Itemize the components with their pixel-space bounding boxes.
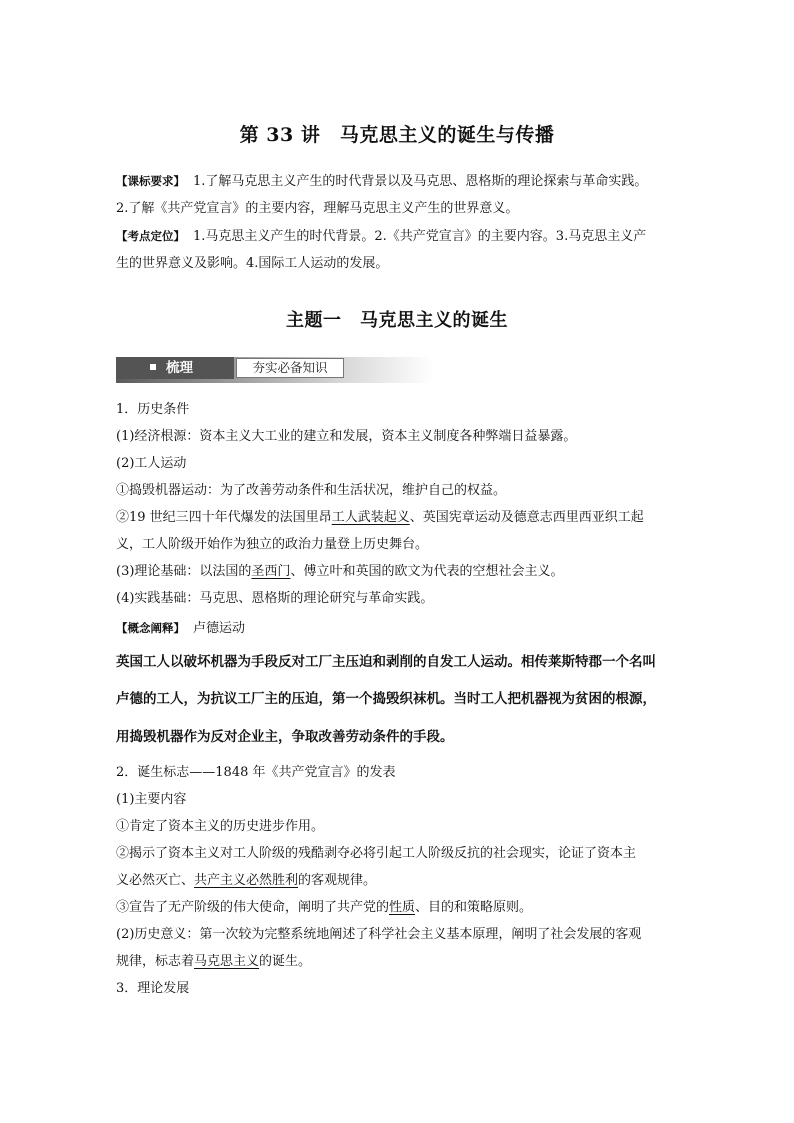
paragraph: (3)理论基础：以法国的圣西门、傅立叶和英国的欧文为代表的空想社会主义。 <box>116 564 564 579</box>
concept-name: 卢德运动 <box>193 621 246 636</box>
curriculum-line-2: 2.了解《共产党宣言》的主要内容，理解马克思主义产生的世界意义。 <box>116 201 519 216</box>
underlined-term: 性质 <box>389 900 416 915</box>
page-title: 第 33 讲 马克思主义的诞生与传播 <box>239 124 555 146</box>
curriculum-line-1: 【课标要求】 1.了解马克思主义产生的时代背景以及马克思、恩格斯的理论探索与革命实践。 <box>116 174 648 189</box>
paragraph: ①肯定了资本主义的历史进步作用。 <box>116 819 325 834</box>
concept-tag: 【概念阐释】 <box>116 621 185 635</box>
paragraph: ②19 世纪三四十年代爆发的法国里昂工人武装起义、英国宪章运动及德意志西里西亚织工起 <box>116 510 644 525</box>
section-historical-conditions <box>116 396 688 612</box>
exam-points <box>116 223 688 277</box>
underlined-term: 共产主义必然胜利 <box>194 873 299 888</box>
paragraph: (2)工人运动 <box>116 456 187 471</box>
section-heading: 2．诞生标志——1848 年《共产党宣言》的发表 <box>116 765 396 780</box>
banner-label: 梳理 <box>116 357 234 379</box>
section-heading: 3．理论发展 <box>116 981 190 996</box>
section-banner <box>116 357 434 383</box>
concept-text-line-3: 用捣毁机器作为反对企业主，争取改善劳动条件的手段。 <box>116 729 454 745</box>
exam-points-line-1: 【考点定位】 1.马克思主义产生的时代背景。2.《共产党宣言》的主要内容。3.马克思主义产 <box>116 229 647 244</box>
square-bullet-icon <box>150 364 156 370</box>
paragraph: (2)历史意义：第一次较为完整系统地阐述了科学社会主义基本原理，阐明了社会发展的客观 <box>116 927 642 942</box>
paragraph: ②揭示了资本主义对工人阶级的残酷剥夺必将引起工人阶级反抗的社会现实，论证了资本主 <box>116 846 637 861</box>
exam-points-line-2: 生的世界意义及影响。4.国际工人运动的发展。 <box>116 256 389 271</box>
paragraph: (1)主要内容 <box>116 792 187 807</box>
section-heading: 1．历史条件 <box>116 402 190 417</box>
banner-sublabel: 夯实必备知识 <box>236 358 344 378</box>
concept-text-line-1: 英国工人以破坏机器为手段反对工厂主压迫和剥削的自发工人运动。相传莱斯特郡一个名叫 <box>116 654 656 670</box>
exam-points-tag: 【考点定位】 <box>116 229 185 243</box>
paragraph: 义必然灭亡、共产主义必然胜利的客观规律。 <box>116 873 377 888</box>
paragraph: (4)实践基础：马克思、恩格斯的理论研究与革命实践。 <box>116 591 434 606</box>
paragraph: 义，工人阶级开始作为独立的政治力量登上历史舞台。 <box>116 537 429 552</box>
paragraph: (1)经济根源：资本主义大工业的建立和发展，资本主义制度各种弊端日益暴露。 <box>116 429 577 444</box>
underlined-term: 圣西门 <box>251 564 291 579</box>
paragraph: ①捣毁机器运动：为了改善劳动条件和生活状况，维护自己的权益。 <box>116 483 507 498</box>
section-birth-marker <box>116 759 688 1002</box>
underlined-term: 工人武装起义 <box>331 510 410 525</box>
curriculum-tag: 【课标要求】 <box>116 174 185 188</box>
curriculum-requirements <box>116 168 688 222</box>
underlined-term: 马克思主义 <box>194 954 260 969</box>
concept-heading <box>116 615 688 642</box>
topic-title: 主题一 马克思主义的诞生 <box>286 310 508 331</box>
paragraph: ③宣告了无产阶级的伟大使命，阐明了共产党的性质、目的和策略原则。 <box>116 900 533 915</box>
concept-text-line-2: 卢德的工人，为抗议工厂主的压迫，第一个捣毁织袜机。当时工人把机器视为贫困的根源， <box>116 691 656 707</box>
paragraph: 规律，标志着马克思主义的诞生。 <box>116 954 312 969</box>
